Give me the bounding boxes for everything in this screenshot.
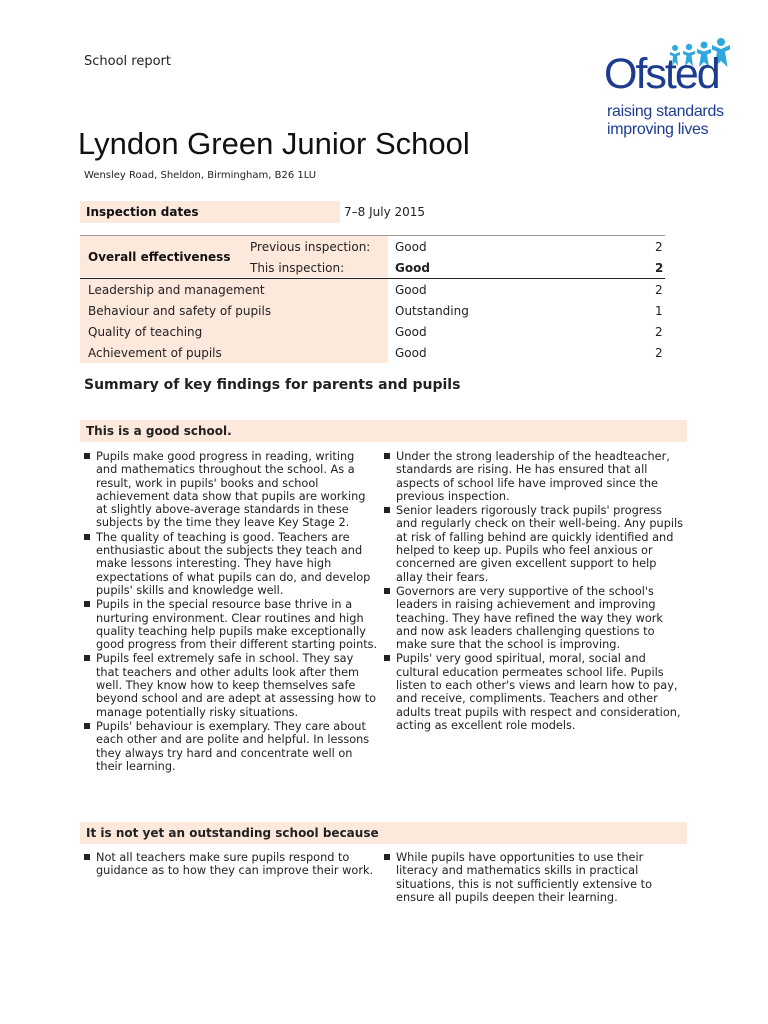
finding-text: Pupils' very good spiritual, moral, social and cultural education permeates school life. Pupils listen to each other's views and learn how to pay, and receive, compliments. Teachers and other adults treat pupils with respect and consideration, acting as excellent role models.	[396, 652, 681, 732]
list-item	[84, 652, 379, 718]
finding-text: Senior leaders rigorously track pupils' progress and regularly check on their well-being. Any pupils at risk of falling behind are quickly identified and helped to keep up. Pupils who feel anxious or concerned are given excellent support to help allay their fears.	[396, 504, 684, 584]
finding-text: Pupils make good progress in reading, writing and mathematics throughout the school. As a result, work in pupils' books and school achievement data show that pupils are working at slightly above-average standards in these subjects by the time they leave Key Stage 2.	[96, 450, 366, 530]
judgement-label: Quality of teaching	[88, 325, 203, 339]
ofsted-wordmark: Ofsted	[604, 50, 719, 98]
list-item	[384, 504, 686, 584]
judgement-grade: 2	[655, 325, 663, 339]
summary-heading: Summary of key findings for parents and pupils	[84, 377, 461, 393]
judgement-value: Good	[395, 346, 427, 360]
good-school-banner-text: This is a good school.	[86, 424, 232, 438]
not-outstanding-banner-text: It is not yet an outstanding school because	[86, 826, 379, 840]
finding-text: The quality of teaching is good. Teachers are enthusiastic about the subjects they teach and make lessons interesting. They have high expectations of what pupils can do, and develop pupils' skills and knowledge well.	[96, 530, 371, 597]
judgement-grade: 2	[655, 346, 663, 360]
ofsted-logo	[604, 36, 734, 146]
list-item	[84, 450, 379, 530]
judgement-label: Behaviour and safety of pupils	[88, 304, 272, 318]
improvements-left-column	[84, 851, 376, 879]
previous-inspection-grade: 2	[655, 240, 663, 254]
list-item	[384, 652, 686, 732]
finding-text: Pupils in the special resource base thrive in a nurturing environment. Clear routines and high quality teaching help pupils make exceptionally good progress from their different starting points.	[96, 598, 378, 652]
list-item	[84, 851, 376, 878]
school-name: Lyndon Green Junior School	[78, 126, 470, 161]
list-item	[84, 531, 379, 597]
report-type-label: School report	[84, 54, 171, 69]
list-item	[84, 720, 379, 773]
logo-tagline: raising standards	[607, 103, 724, 120]
list-item	[84, 598, 379, 651]
bullet-square-icon	[84, 453, 90, 459]
bullet-square-icon	[384, 854, 390, 860]
bullet-square-icon	[84, 723, 90, 729]
bullet-square-icon	[384, 588, 390, 594]
school-address: Wensley Road, Sheldon, Birmingham, B26 1LU	[84, 170, 317, 181]
finding-text: Pupils' behaviour is exemplary. They care about each other and are polite and helpful. In lessons they always try hard and concentrate well on their learning.	[96, 719, 370, 773]
inspection-dates-label: Inspection dates	[86, 205, 199, 219]
bullet-square-icon	[84, 534, 90, 540]
previous-inspection-value: Good	[395, 240, 427, 254]
judgement-grade: 2	[655, 283, 663, 297]
judgement-value: Outstanding	[395, 304, 469, 318]
key-findings-left-column	[84, 450, 379, 774]
bullet-square-icon	[84, 601, 90, 607]
finding-text: Not all teachers make sure pupils respond to guidance as to how they can improve their work.	[96, 851, 374, 878]
bullet-square-icon	[384, 453, 390, 459]
finding-text: Under the strong leadership of the headteacher, standards are rising. He has ensured that all aspects of school life have improved since the previous inspection.	[396, 450, 670, 503]
this-inspection-value: Good	[395, 261, 430, 275]
bullet-square-icon	[384, 507, 390, 513]
bullet-square-icon	[84, 854, 90, 860]
judgement-grade: 1	[655, 304, 663, 318]
finding-text: While pupils have opportunities to use their literacy and mathematics skills in practical situations, this is not sufficiently extensive to ensure all pupils deepen their learning.	[396, 851, 652, 904]
judgement-value: Good	[395, 283, 427, 297]
overall-effectiveness-label: Overall effectiveness	[88, 250, 231, 264]
judgement-value: Good	[395, 325, 427, 339]
list-item	[384, 450, 686, 503]
bullet-square-icon	[384, 655, 390, 661]
this-inspection-label: This inspection:	[250, 261, 345, 275]
list-item	[384, 851, 686, 904]
logo-tagline: improving lives	[607, 121, 709, 138]
finding-text: Pupils feel extremely safe in school. They say that teachers and other adults look after them well. They know how to keep themselves safe beyond school and are adept at assessing how to manage potentially risky situations.	[96, 652, 377, 719]
previous-inspection-label: Previous inspection:	[250, 240, 371, 254]
this-inspection-grade: 2	[655, 261, 664, 275]
judgement-label: Achievement of pupils	[88, 346, 222, 360]
inspection-dates-value: 7–8 July 2015	[344, 205, 426, 219]
key-findings-right-column	[384, 450, 686, 733]
judgement-label: Leadership and management	[88, 283, 265, 297]
improvements-right-column	[384, 851, 686, 905]
bullet-square-icon	[84, 655, 90, 661]
finding-text: Governors are very supportive of the school's leaders in raising achievement and improving teaching. They have refined the way they work and now ask leaders challenging questions to make sure that the school is improving.	[396, 584, 663, 652]
list-item	[384, 585, 686, 651]
